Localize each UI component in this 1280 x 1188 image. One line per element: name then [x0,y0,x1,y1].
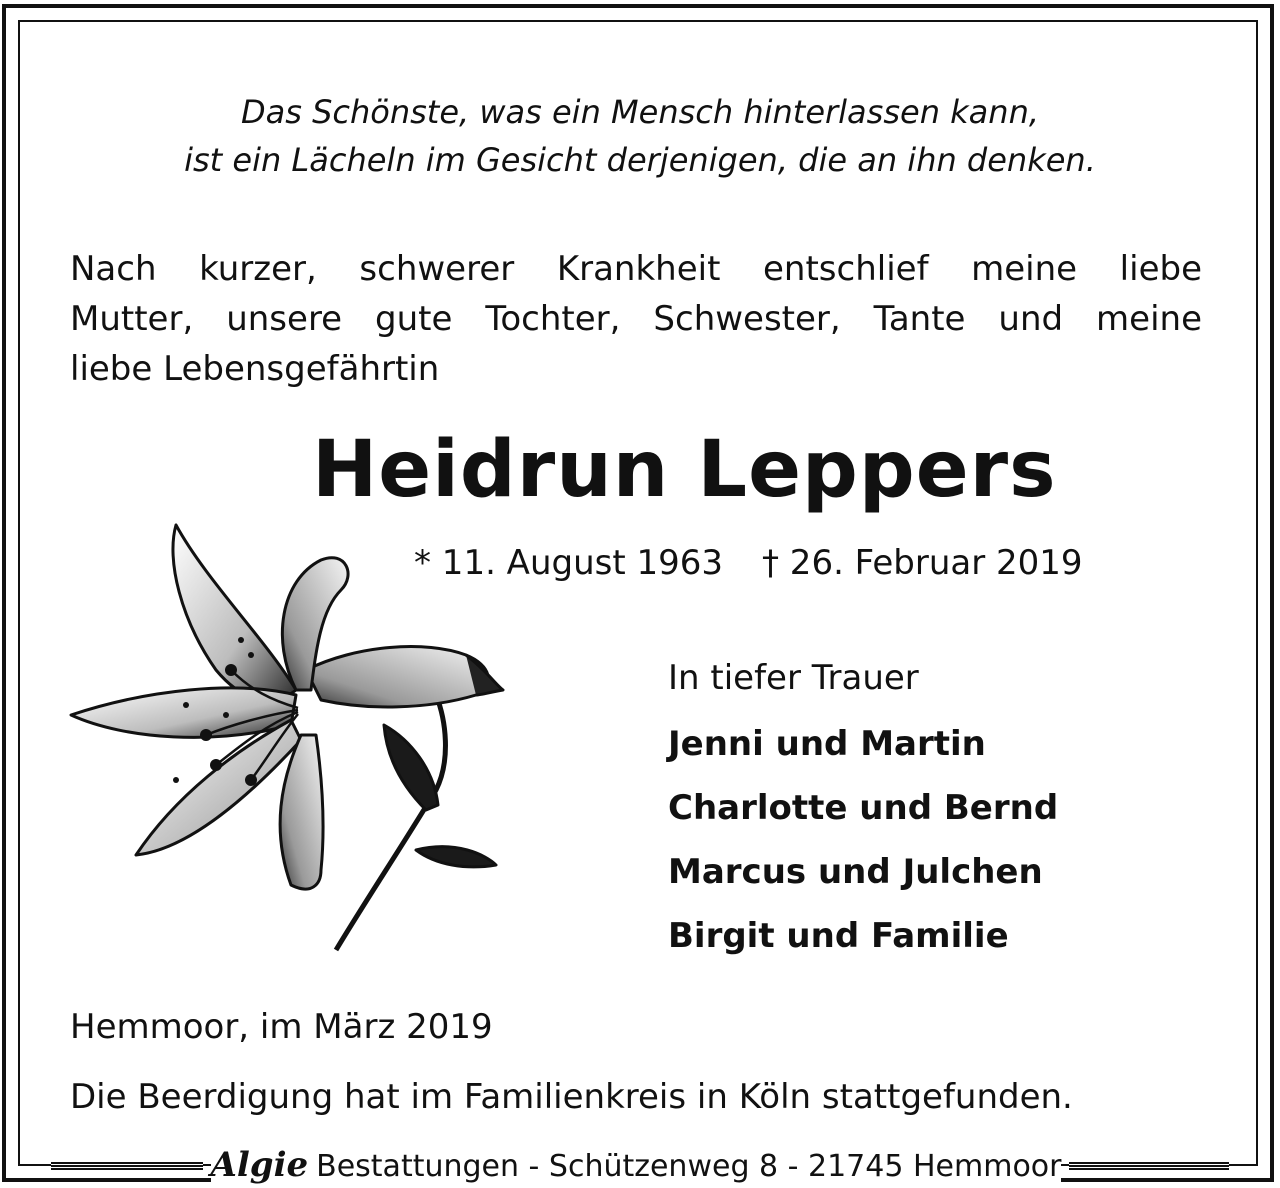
footer-rule-right [1069,1162,1229,1170]
footer-text-container [211,1145,1062,1187]
mourner-name: Jenni und Martin [668,724,986,764]
mourner-name: Marcus und Julchen [668,852,1043,892]
deceased-name: Heidrun Leppers [312,425,1057,515]
mourner-name: Birgit und Familie [668,916,1009,956]
footer-rule-left [51,1162,203,1170]
mourner-name: Charlotte und Bernd [668,788,1059,828]
quote-line-1: Das Schönste, was ein Mensch hinterlassen kann, [240,93,1040,131]
intro-line-1: Nach kurzer, schwerer Krankheit entschlief meine liebe [70,249,1202,289]
intro-line-2: Mutter, unsere gute Tochter, Schwester, Tante und meine [70,299,1202,339]
intro-line-3: liebe Lebensgefährtin [70,349,440,389]
death-date: † 26. Februar 2019 [762,543,1083,583]
birth-date: * 11. August 1963 [414,543,724,583]
footer [0,1146,1280,1186]
lily-flower-icon [66,520,516,970]
funeral-home-address: Bestattungen - Schützenweg 8 - 21745 Hemmoor [316,1149,1062,1184]
burial-note: Die Beerdigung hat im Familienkreis in Köln stattgefunden. [70,1077,1073,1117]
quote-line-2: ist ein Lächeln im Gesicht derjenigen, die an ihn denken. [184,141,1096,179]
funeral-home-logo: Algie [210,1145,309,1185]
place-date: Hemmoor, im März 2019 [70,1007,493,1047]
mourning-heading: In tiefer Trauer [668,658,919,698]
